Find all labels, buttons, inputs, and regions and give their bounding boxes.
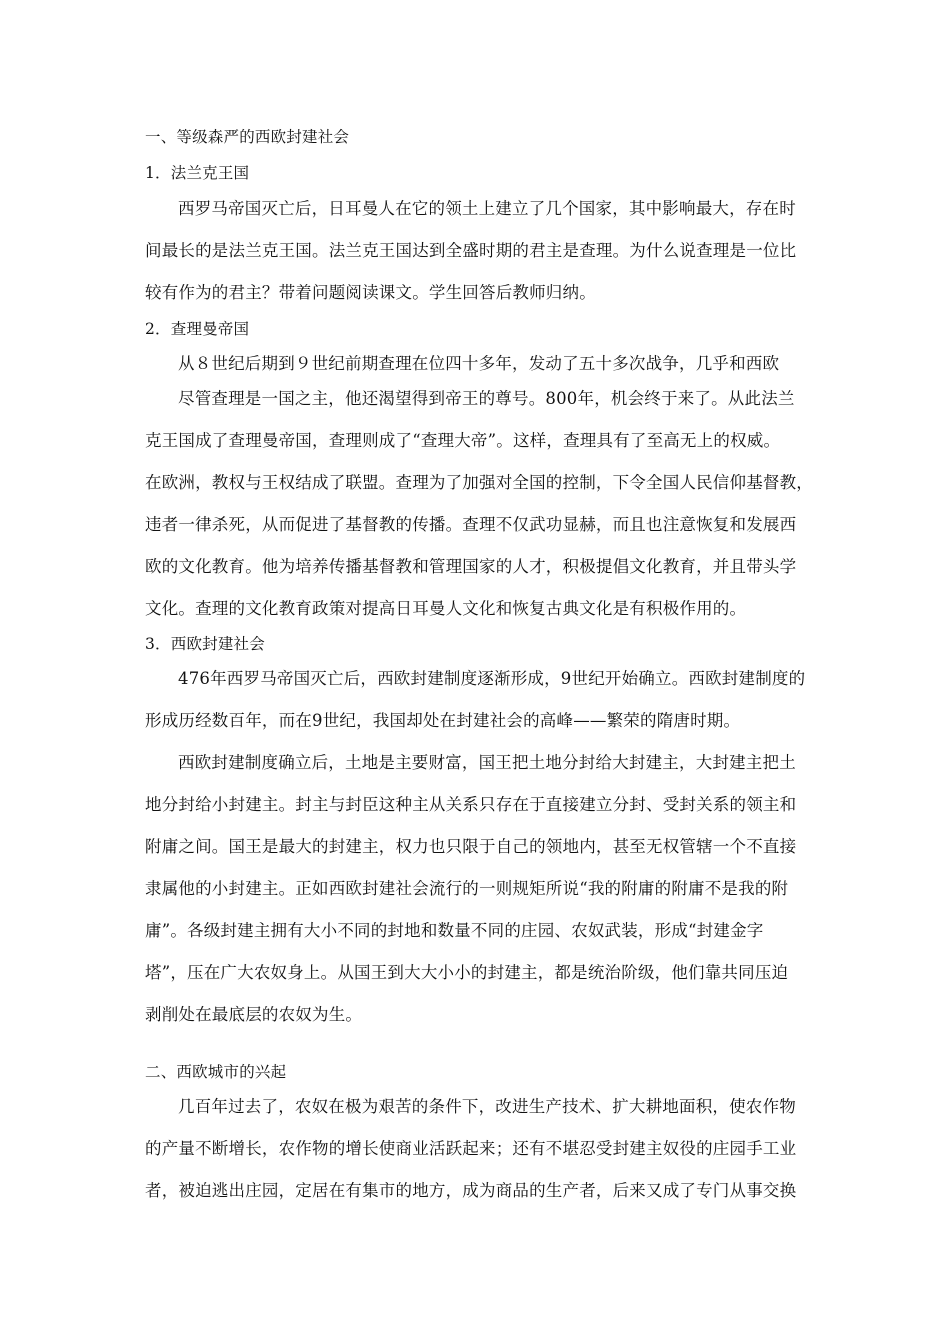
paragraph-line: 塔”，压在广大农奴身上。从国王到大大小小的封建主，都是统治阶级，他们靠共同压迫 <box>145 963 789 982</box>
section2-heading: 二、西欧城市的兴起 <box>145 1063 287 1081</box>
paragraph-line: 从８世纪后期到９世纪前期查理在位四十多年，发动了五十多次战争，几乎和西欧 <box>178 354 780 373</box>
paragraph-line: 的产量不断增长，农作物的增长使商业活跃起来；还有不堪忍受封建主奴役的庄园手工业 <box>145 1139 797 1158</box>
paragraph-line: 附庸之间。国王是最大的封建主，权力也只限于自己的领地内，甚至无权管辖一个不直接 <box>145 837 797 856</box>
paragraph-line: 西罗马帝国灭亡后，日耳曼人在它的领土上建立了几个国家，其中影响最大，存在时 <box>178 199 796 218</box>
paragraph-line: 隶属他的小封建主。正如西欧封建社会流行的一则规矩所说“我的附庸的附庸不是我的附 <box>145 879 789 898</box>
paragraph-line: 476年西罗马帝国灭亡后，西欧封建制度逐渐形成，9世纪开始确立。西欧封建制度的 <box>178 669 806 688</box>
paragraph-line: 较有作为的君主？带着问题阅读课文。学生回答后教师归纳。 <box>145 283 596 302</box>
paragraph-line: 尽管查理是一国之主，他还渴望得到帝王的尊号。800年，机会终于来了。从此法兰 <box>178 389 795 408</box>
paragraph-line: 间最长的是法兰克王国。法兰克王国达到全盛时期的君主是查理。为什么说查理是一位比 <box>145 241 797 260</box>
paragraph-line: 者，被迫逃出庄园，定居在有集市的地方，成为商品的生产者，后来又成了专门从事交换 <box>145 1181 797 1200</box>
paragraph-line: 西欧封建制度确立后，土地是主要财富，国王把土地分封给大封建主，大封建主把土 <box>178 753 796 772</box>
paragraph-line: 克王国成了查理曼帝国，查理则成了“查理大帝”。这样，查理具有了至高无上的权威。 <box>145 431 781 450</box>
paragraph-line: 庸”。各级封建主拥有大小不同的封地和数量不同的庄园、农奴武装，形成“封建金字 <box>145 921 764 940</box>
paragraph-line: 在欧洲，教权与王权结成了联盟。查理为了加强对全国的控制，下令全国人民信仰基督教， <box>145 473 813 492</box>
sub3-heading: 3．西欧封建社会 <box>145 635 265 653</box>
paragraph-line: 几百年过去了，农奴在极为艰苦的条件下，改进生产技术、扩大耕地面积，使农作物 <box>178 1097 796 1116</box>
paragraph-line: 欧的文化教育。他为培养传播基督教和管理国家的人才，积极提倡文化教育，并且带头学 <box>145 557 797 576</box>
paragraph-line: 地分封给小封建主。封主与封臣这种主从关系只存在于直接建立分封、受封关系的领主和 <box>145 795 797 814</box>
sub1-heading: 1．法兰克王国 <box>145 164 250 182</box>
paragraph-line: 形成历经数百年，而在9世纪，我国却处在封建社会的高峰——繁荣的隋唐时期。 <box>145 711 741 730</box>
sub2-heading: 2．查理曼帝国 <box>145 320 250 338</box>
paragraph-line: 违者一律杀死，从而促进了基督教的传播。查理不仅武功显赫，而且也注意恢复和发展西 <box>145 515 797 534</box>
paragraph-line: 剥削处在最底层的农奴为生。 <box>145 1005 363 1024</box>
section1-heading: 一、等级森严的西欧封建社会 <box>145 128 350 146</box>
paragraph-line: 文化。查理的文化教育政策对提高日耳曼人文化和恢复古典文化是有积极作用的。 <box>145 599 747 618</box>
